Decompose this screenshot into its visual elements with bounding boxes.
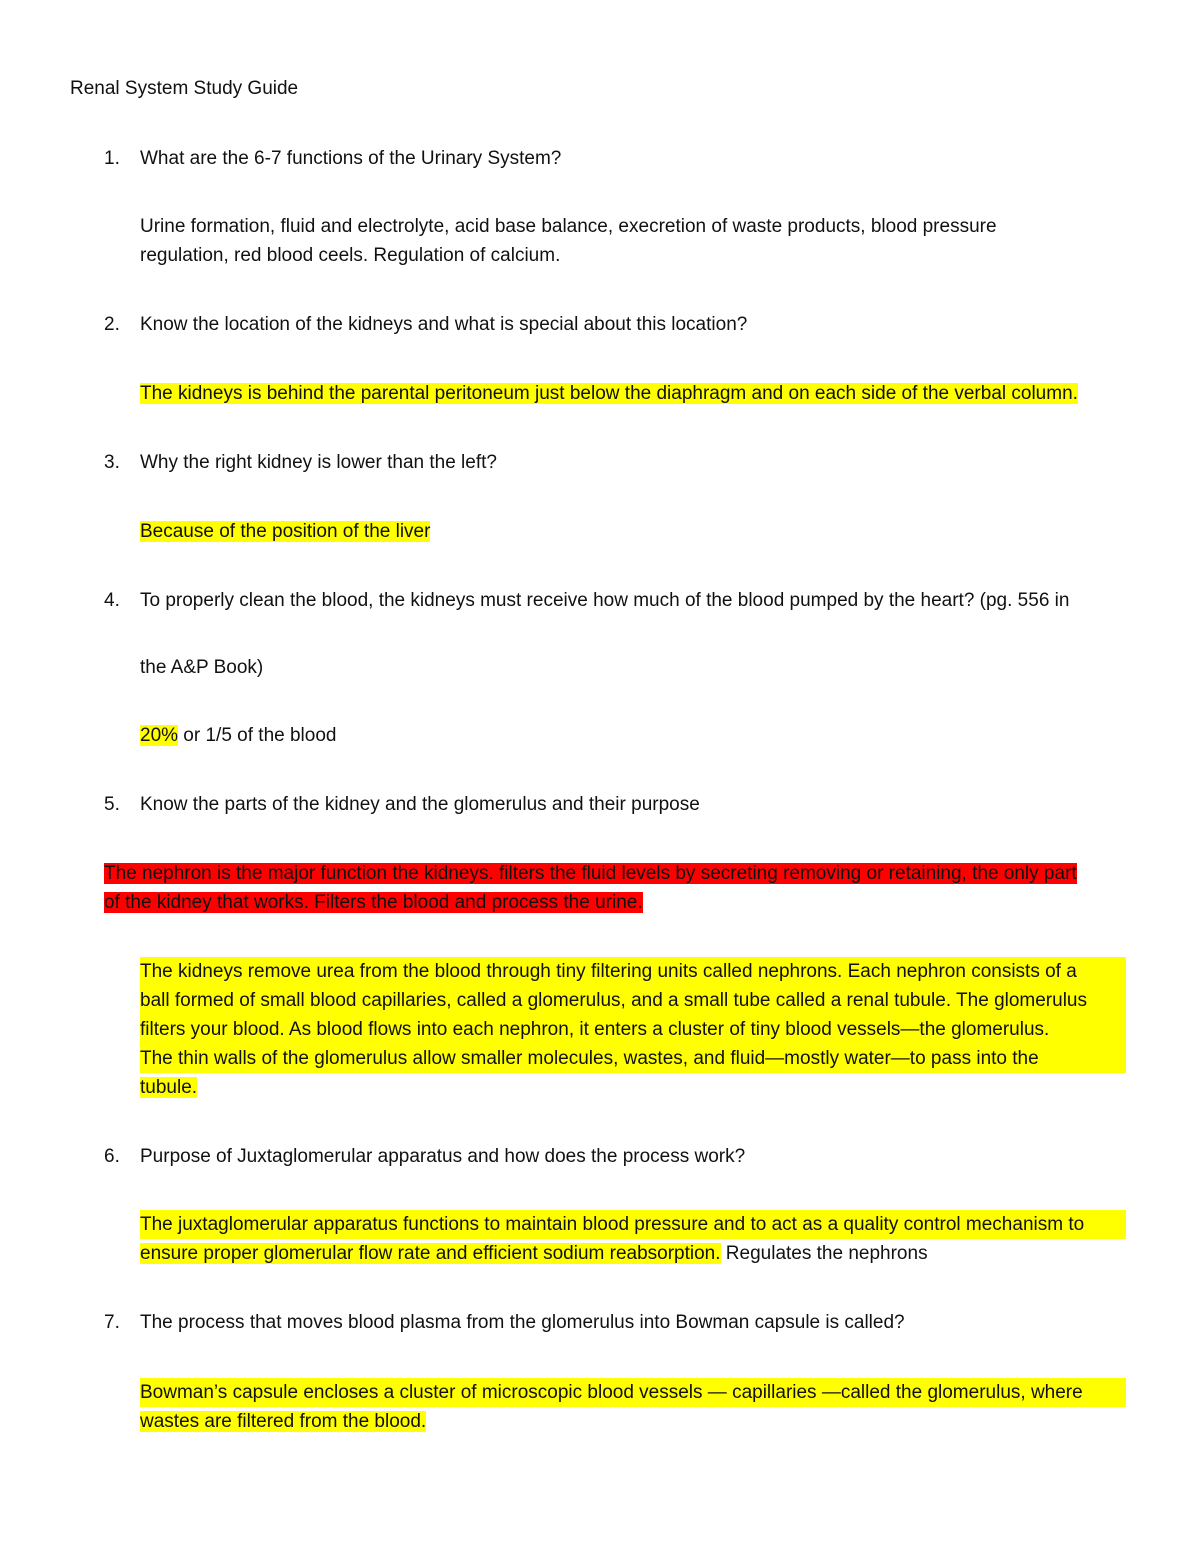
- question-4-text-line-1: To properly clean the blood, the kidneys must receive how much of the blood pumped by the heart? (pg. 556 in: [140, 590, 1070, 611]
- answer-6-line-2: [140, 1239, 928, 1268]
- answer-5-red-line-1: The nephron is the major function the kidneys. filters the fluid levels by secreting removing or retaining, the only part: [104, 863, 1077, 884]
- answer-2-text: The kidneys is behind the parental peritoneum just below the diaphragm and on each side of the verbal column.: [140, 383, 1078, 404]
- question-4-number: 4.: [104, 590, 120, 611]
- answer-5-line-5: tubule.: [140, 1077, 198, 1098]
- answer-6-line-1: The juxtaglomerular apparatus functions to maintain blood pressure and to act as a quality control mechanism to: [140, 1210, 1126, 1239]
- answer-1-line-1: Urine formation, fluid and electrolyte, acid base balance, execretion of waste products, blood pressure: [140, 216, 997, 237]
- question-2-number: 2.: [104, 314, 120, 335]
- answer-5-red-line-2: of the kidney that works. Filters the blood and process the urine.: [104, 892, 643, 913]
- answer-4-rest: or 1/5 of the blood: [178, 725, 337, 746]
- answer-7-line-1: Bowman’s capsule encloses a cluster of microscopic blood vessels — capillaries —called the glomerulus, where: [140, 1378, 1126, 1407]
- answer-5-line-3: filters your blood. As blood flows into each nephron, it enters a cluster of tiny blood vessels—the glomerulus.: [140, 1015, 1126, 1044]
- answer-3-text: Because of the position of the liver: [140, 521, 431, 542]
- question-1-text: What are the 6-7 functions of the Urinary System?: [140, 148, 562, 169]
- question-5-text: Know the parts of the kidney and the glomerulus and their purpose: [140, 794, 700, 815]
- answer-5-line-1: The kidneys remove urea from the blood through tiny filtering units called nephrons. Each nephron consists of a: [140, 957, 1126, 986]
- question-7-text: The process that moves blood plasma from the glomerulus into Bowman capsule is called?: [140, 1312, 905, 1333]
- question-7-number: 7.: [104, 1312, 120, 1333]
- answer-5-line-4: The thin walls of the glomerulus allow smaller molecules, wastes, and fluid—mostly water—to pass into the: [140, 1044, 1126, 1073]
- answer-4: [140, 721, 336, 750]
- answer-4-highlight: 20%: [140, 725, 179, 746]
- question-2-text: Know the location of the kidneys and what is special about this location?: [140, 314, 748, 335]
- answer-5-line-2: ball formed of small blood capillaries, called a glomerulus, and a small tube called a renal tubule. The glomerulus: [140, 986, 1126, 1015]
- question-6-number: 6.: [104, 1146, 120, 1167]
- document-title: Renal System Study Guide: [70, 78, 299, 99]
- question-5-number: 5.: [104, 794, 120, 815]
- answer-6-line-2-rest: Regulates the nephrons: [720, 1243, 928, 1264]
- question-1-number: 1.: [104, 148, 120, 169]
- question-4-text-line-2: the A&P Book): [140, 657, 264, 678]
- question-6-text: Purpose of Juxtaglomerular apparatus and how does the process work?: [140, 1146, 746, 1167]
- question-3-text: Why the right kidney is lower than the left?: [140, 452, 497, 473]
- answer-7-line-2: wastes are filtered from the blood.: [140, 1411, 427, 1432]
- question-3-number: 3.: [104, 452, 120, 473]
- answer-1-line-2: regulation, red blood ceels. Regulation of calcium.: [140, 245, 561, 266]
- answer-6-line-2-highlight: ensure proper glomerular flow rate and efficient sodium reabsorption.: [140, 1243, 721, 1264]
